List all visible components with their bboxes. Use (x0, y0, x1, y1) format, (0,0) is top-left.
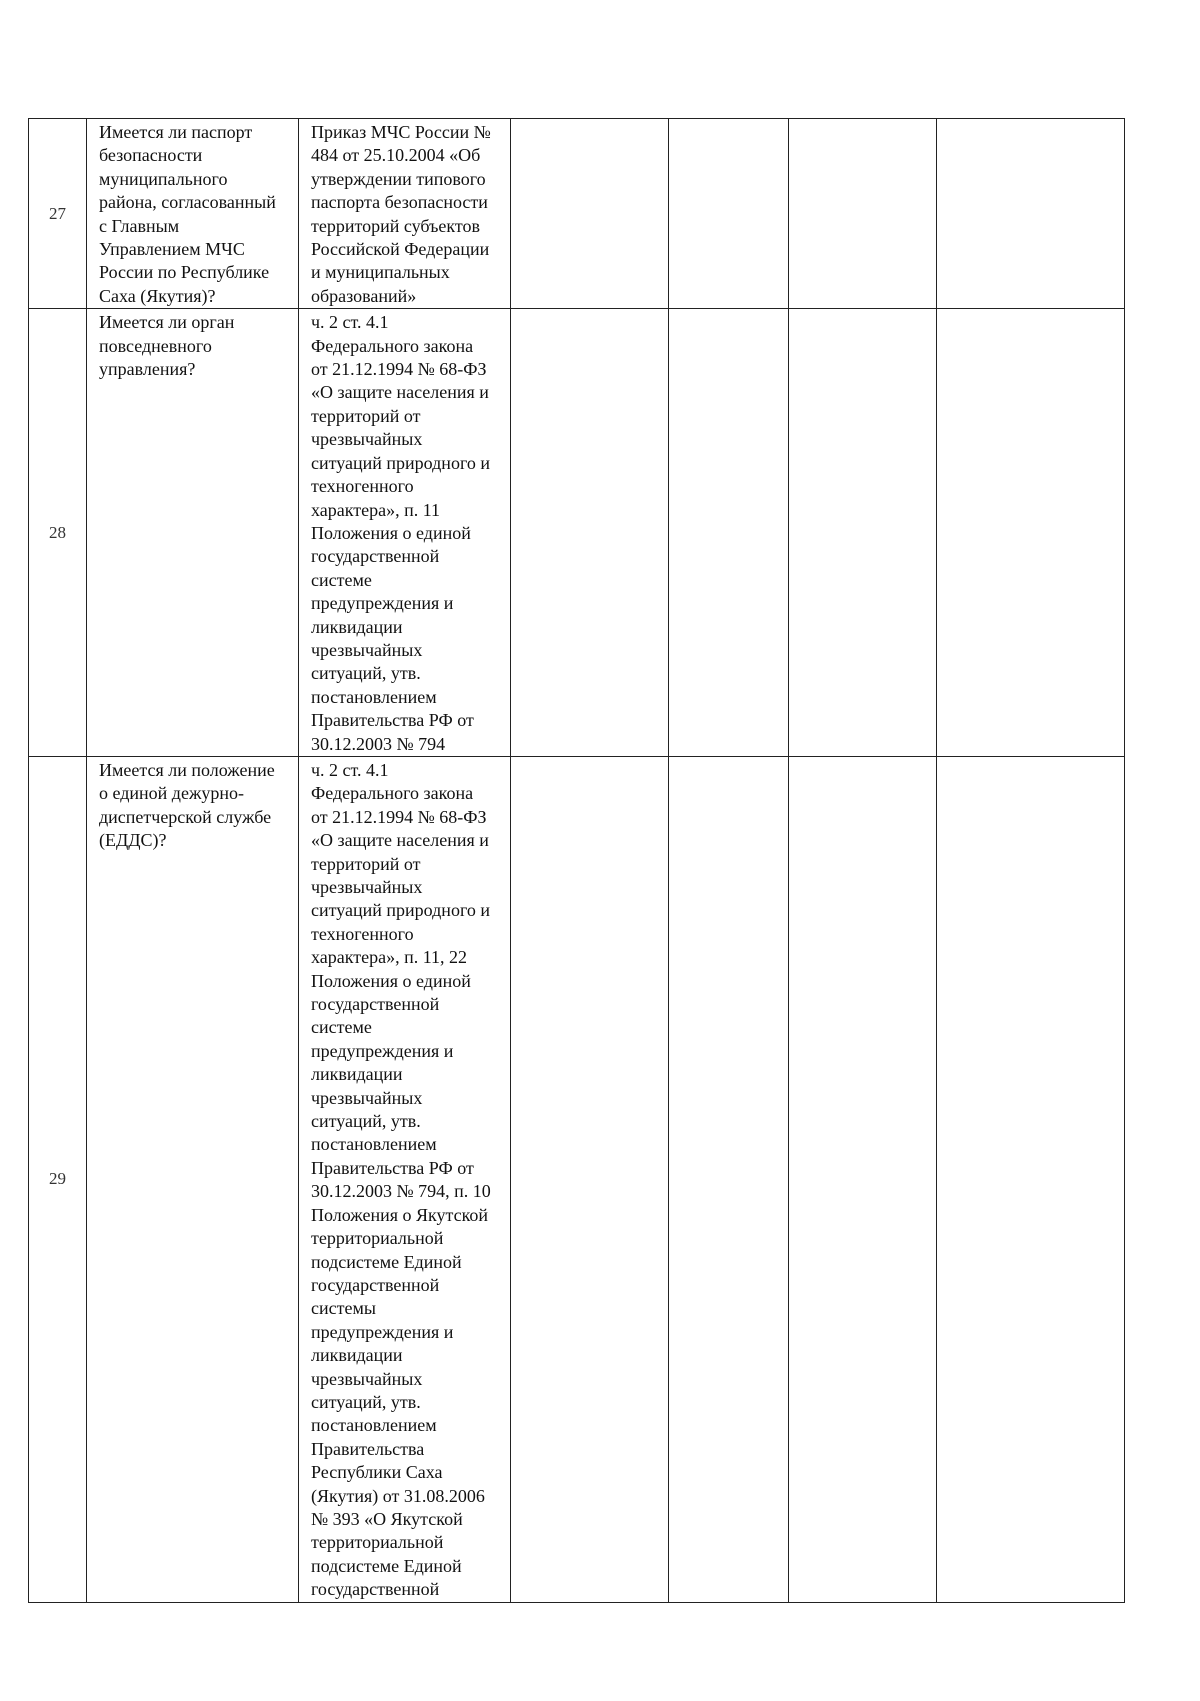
table-row (29, 309, 1125, 757)
legal-basis-cell: Приказ МЧС России № 484 от 25.10.2004 «Об утверждении типового паспорта безопасности территорий субъектов Российской Федерации и муниципальных образований» (299, 119, 511, 309)
empty-cell (937, 756, 1125, 1602)
question-cell: Имеется ли паспорт безопасности муниципального района, согласованный с Главным Управлением МЧС России по Республике Саха (Якутия)? (87, 119, 299, 309)
row-number: 27 (29, 119, 87, 309)
empty-cell (511, 309, 669, 757)
empty-cell (511, 756, 669, 1602)
legal-basis-cell: ч. 2 ст. 4.1 Федерального закона от 21.12.1994 № 68-ФЗ «О защите населения и территорий от чрезвычайных ситуаций природного и техногенного характера», п. 11, 22 Положения о единой государственной системе предупреждения и ликвидации чрезвычайных ситуаций, утв. постановлением Правительства РФ от 30.12.2003 № 794, п. 10 Положения о Якутской территориальной подсистеме Единой государственной системы предупреждения и ликвидации чрезвычайных ситуаций, утв. постановлением Правительства Республики Саха (Якутия) от 31.08.2006 № 393 «О Якутской территориальной подсистеме Единой государственной (299, 756, 511, 1602)
table-row (29, 119, 1125, 309)
empty-cell (789, 119, 937, 309)
row-number: 29 (29, 756, 87, 1602)
checklist-table (28, 118, 1125, 1603)
legal-basis-cell: ч. 2 ст. 4.1 Федерального закона от 21.12.1994 № 68-ФЗ «О защите населения и территорий от чрезвычайных ситуаций природного и техногенного характера», п. 11 Положения о единой государственной системе предупреждения и ликвидации чрезвычайных ситуаций, утв. постановлением Правительства РФ от 30.12.2003 № 794 (299, 309, 511, 757)
empty-cell (669, 119, 789, 309)
empty-cell (511, 119, 669, 309)
empty-cell (937, 119, 1125, 309)
table-row (29, 756, 1125, 1602)
empty-cell (669, 309, 789, 757)
empty-cell (669, 756, 789, 1602)
question-cell: Имеется ли положение о единой дежурно- диспетчерской службе (ЕДДС)? (87, 756, 299, 1602)
checklist-page (28, 118, 1124, 1603)
empty-cell (789, 309, 937, 757)
empty-cell (789, 756, 937, 1602)
question-cell: Имеется ли орган повседневного управления? (87, 309, 299, 757)
row-number: 28 (29, 309, 87, 757)
empty-cell (937, 309, 1125, 757)
